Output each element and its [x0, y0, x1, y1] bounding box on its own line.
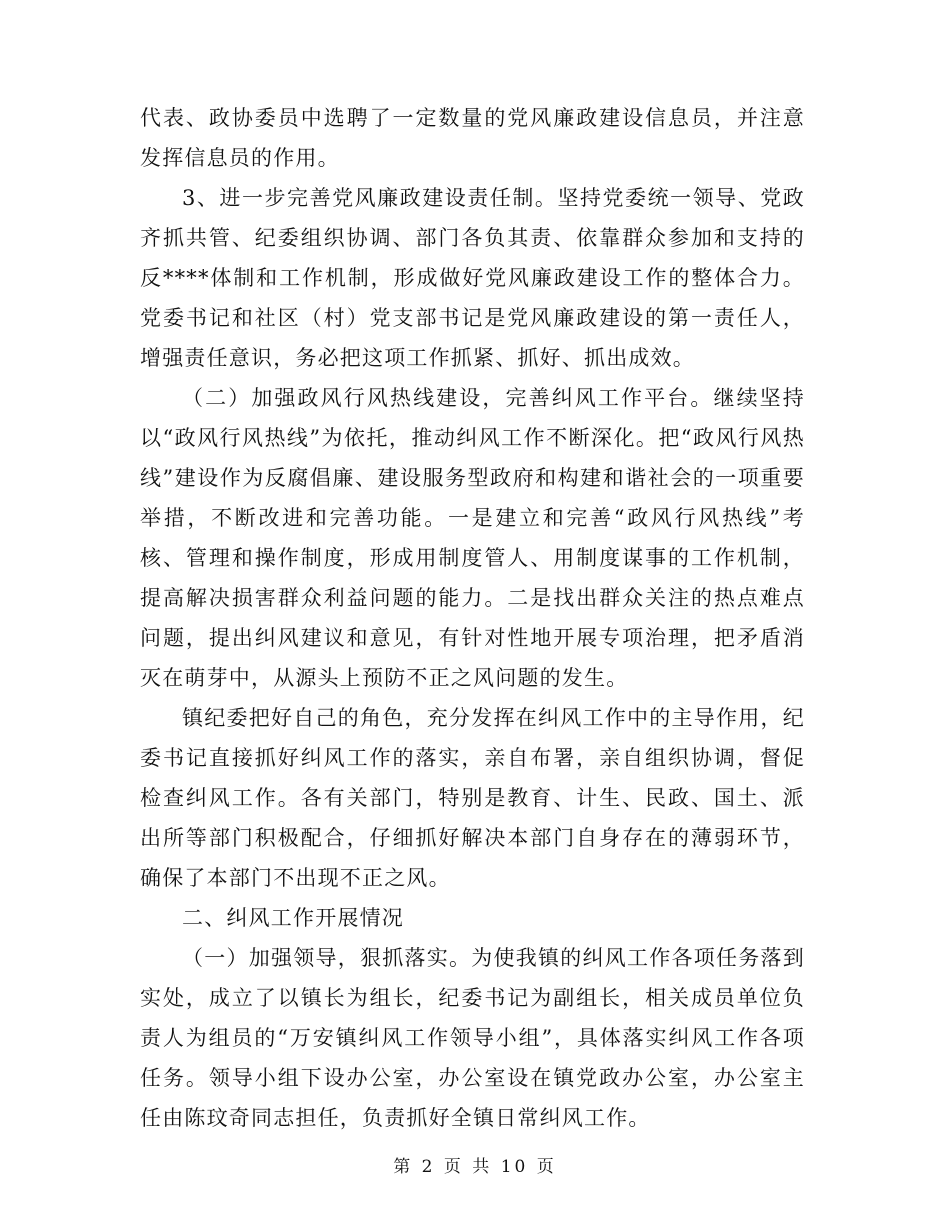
paragraph-leadership: （一）加强领导，狠抓落实。为使我镇的纠风工作各项任务落到实处，成立了以镇长为组长，纪委书记为副组长，相关成员单位负责人为组员的“万安镇纠风工作领导小组”，具体落实纠风工作各项任务。领导小组下设办公室，办公室设在镇党政办公室，办公室主任由陈玟奇同志担任，负责抓好全镇日常纠风工作。: [140, 946, 805, 1130]
paragraph-hotline-construction: （二）加强政风行风热线建设，完善纠风工作平台。继续坚持以“政风行风热线”为依托，推动纠风工作不断深化。把“政风行风热线”建设作为反腐倡廉、建设服务型政府和构建和谐社会的一项重要举措，不断改进和完善功能。一是建立和完善“政风行风热线”考核、管理和操作制度，形成用制度管人、用制度谋事的工作机制，提高解决损害群众利益问题的能力。二是找出群众关注的热点难点问题，提出纠风建议和意见，有针对性地开展专项治理，把矛盾消灭在萌芽中，从源头上预防不正之风问题的发生。: [140, 386, 805, 690]
page-footer: 第 2 页 共 10 页: [393, 1157, 557, 1177]
paragraph-continued: 代表、政协委员中选聘了一定数量的党风廉政建设信息员，并注意发挥信息员的作用。: [140, 106, 805, 170]
section-heading: 二、纠风工作开展情况: [182, 906, 404, 930]
document-body: [140, 98, 805, 1138]
paragraph-discipline-committee: 镇纪委把好自己的角色，充分发挥在纠风工作中的主导作用，纪委书记直接抓好纠风工作的落实，亲自布署，亲自组织协调，督促检查纠风工作。各有关部门，特别是教育、计生、民政、国土、派出所等部门积极配合，仔细抓好解决本部门自身存在的薄弱环节，确保了本部门不出现不正之风。: [140, 706, 805, 890]
paragraph-responsibility-system: 3、进一步完善党风廉政建设责任制。坚持党委统一领导、党政齐抓共管、纪委组织协调、部门各负其责、依靠群众参加和支持的反****体制和工作机制，形成做好党风廉政建设工作的整体合力。党委书记和社区（村）党支部书记是党风廉政建设的第一责任人，增强责任意识，务必把这项工作抓紧、抓好、抓出成效。: [140, 186, 805, 370]
